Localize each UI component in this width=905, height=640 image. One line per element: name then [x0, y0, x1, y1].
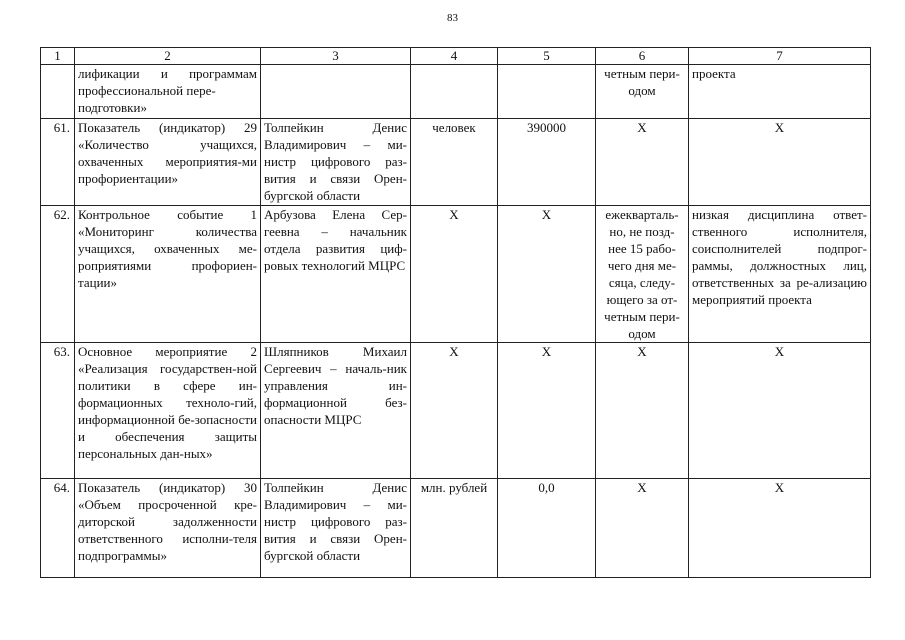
row-responsible: Шляпников Михаил Сергеевич – началь-ник управления ин-формационной без-опасности МЦРС	[261, 343, 411, 479]
table-row	[41, 206, 871, 343]
row-risk: Х	[689, 119, 871, 206]
row-name: Показатель (индикатор) 29 «Количество учащихся, охваченных мероприятия-ми профориентации»	[75, 119, 261, 206]
page-number: 83	[447, 12, 458, 24]
row-deadline: Х	[596, 343, 689, 479]
table-row	[41, 479, 871, 578]
row-risk: низкая дисциплина ответ-ственного исполнителя, соисполнителей подпрог-раммы, должностных лиц, ответственных за ре-ализацию мероприятий проекта	[689, 206, 871, 343]
row-unit: Х	[411, 206, 498, 343]
row-deadline: Х	[596, 479, 689, 578]
row-number: 61.	[41, 119, 75, 206]
column-header: 4	[411, 48, 498, 65]
row-name: Основное мероприятие 2 «Реализация государствен-ной политики в сфере ин-формационных техноло-гий, информационной бе-зопасности и обеспечения защиты персональных дан-ных»	[75, 343, 261, 479]
row-number	[41, 65, 75, 119]
column-header: 1	[41, 48, 75, 65]
column-header: 2	[75, 48, 261, 65]
row-responsible: Толпейкин Денис Владимирович – ми-нистр цифрового раз-вития и связи Орен-бургской области	[261, 119, 411, 206]
row-value: Х	[498, 343, 596, 479]
row-number: 64.	[41, 479, 75, 578]
table-row	[41, 119, 871, 206]
column-header: 3	[261, 48, 411, 65]
row-unit: человек	[411, 119, 498, 206]
row-responsible: Арбузова Елена Сер-геевна – начальник отдела развития циф-ровых технологий МЦРС	[261, 206, 411, 343]
table-row	[41, 343, 871, 479]
row-name: Контрольное событие 1 «Мониторинг количества учащихся, охваченных ме-роприятиями профориен-тации»	[75, 206, 261, 343]
row-name: лификации и программам профессиональной пере- подготовки»	[75, 65, 261, 119]
program-table	[40, 47, 871, 578]
row-responsible: Толпейкин Денис Владимирович – ми-нистр цифрового раз-вития и связи Орен-бургской области	[261, 479, 411, 578]
row-responsible	[261, 65, 411, 119]
row-value	[498, 65, 596, 119]
column-header: 5	[498, 48, 596, 65]
row-value: 0,0	[498, 479, 596, 578]
row-number: 62.	[41, 206, 75, 343]
row-deadline: ежекварталь- но, не позд- нее 15 рабо- чего дня ме- сяца, следу- ющего за от- четным пери- одом	[596, 206, 689, 343]
row-name: Показатель (индикатор) 30 «Объем просроченной кре-диторской задолженности ответственного исполни-теля подпрограммы»	[75, 479, 261, 578]
column-number-row	[41, 48, 871, 65]
row-value: 390000	[498, 119, 596, 206]
column-header: 6	[596, 48, 689, 65]
column-header: 7	[689, 48, 871, 65]
row-unit: Х	[411, 343, 498, 479]
row-unit: млн. рублей	[411, 479, 498, 578]
row-risk: проекта	[689, 65, 871, 119]
row-unit	[411, 65, 498, 119]
row-risk: Х	[689, 343, 871, 479]
row-number: 63.	[41, 343, 75, 479]
table-row	[41, 65, 871, 119]
row-risk: Х	[689, 479, 871, 578]
row-deadline: четным пери- одом	[596, 65, 689, 119]
row-value: Х	[498, 206, 596, 343]
row-deadline: Х	[596, 119, 689, 206]
